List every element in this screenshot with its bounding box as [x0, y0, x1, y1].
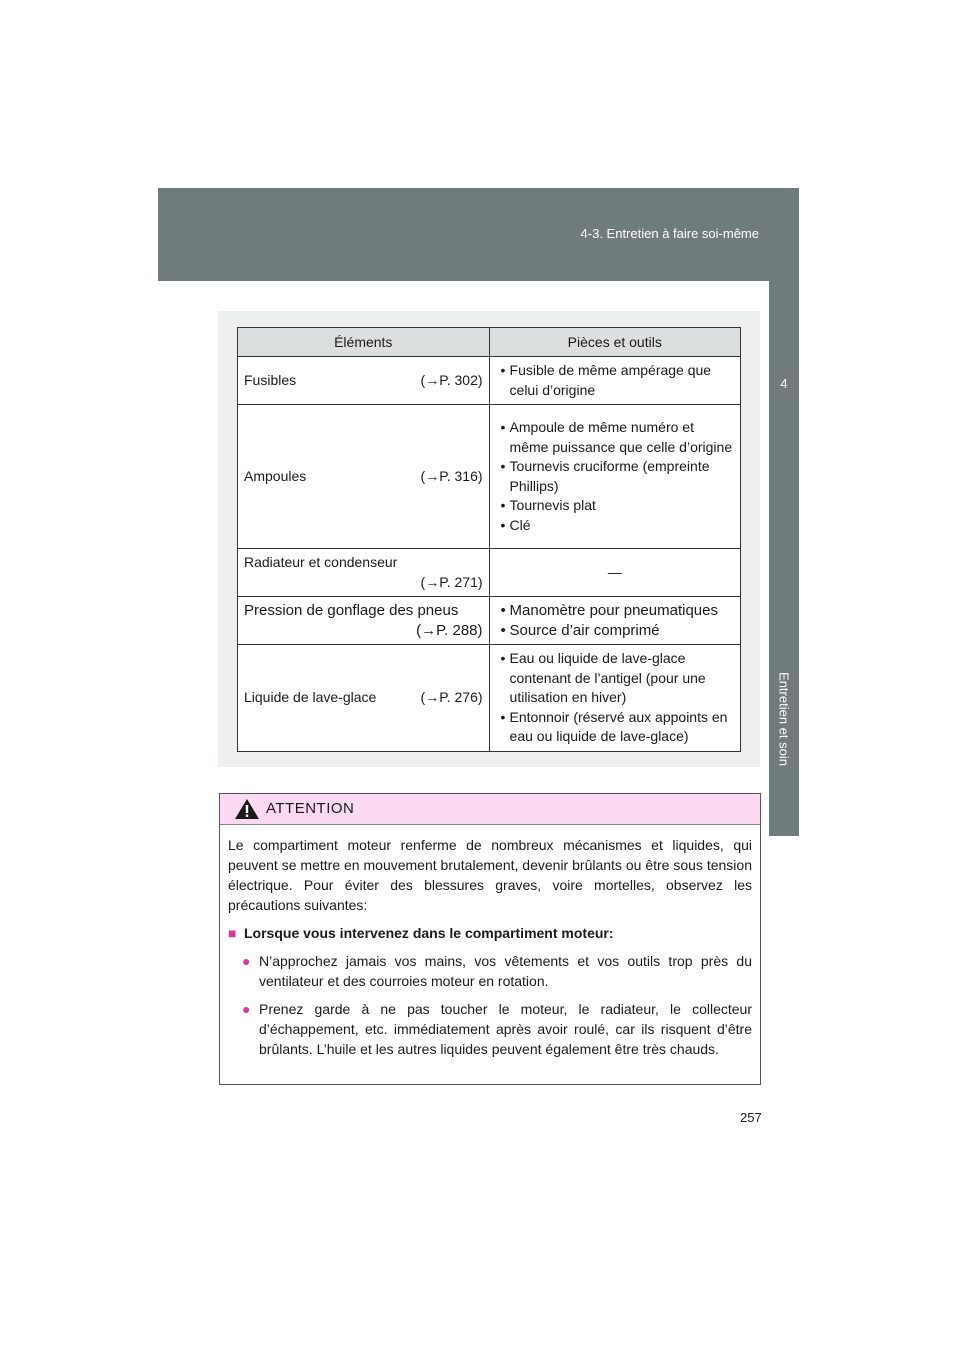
chapter-label: Entretien et soin	[776, 672, 792, 766]
empty-dash: —	[607, 563, 622, 580]
page-reference: (→P. 316)	[420, 467, 483, 484]
list-item: • Tournevis cruciforme (empreinte Phillips)	[496, 457, 734, 496]
warning-icon	[234, 798, 260, 820]
chapter-side-tab	[769, 281, 799, 836]
table-row	[238, 549, 741, 597]
attention-title: ATTENTION	[266, 800, 355, 817]
list-item: • Tournevis plat	[496, 496, 734, 516]
page-reference: (→P. 271)	[420, 573, 483, 590]
list-item	[228, 999, 752, 1059]
parts-cell	[489, 405, 740, 549]
element-name: Ampoules	[244, 467, 307, 484]
attention-body	[220, 825, 760, 1059]
parts-cell	[489, 645, 740, 752]
list-item: • Ampoule de même numéro et même puissance que celle d’origine	[496, 418, 734, 457]
attention-header	[220, 794, 760, 825]
square-bullet-icon: ■	[228, 925, 237, 941]
list-item: • Fusible de même ampérage que celui d’origine	[496, 361, 734, 400]
page-reference: (→P. 288)	[416, 621, 483, 639]
list-item: • Clé	[496, 516, 734, 536]
attention-intro: Le compartiment moteur renferme de nombreux mécanismes et liquides, qui peuvent se mettre en mouvement brutalement, devenir brûlants ou être sous tension électrique. Pour éviter des blessures graves, voire mortelles, observez les précautions suivantes:	[228, 837, 752, 913]
items-table-panel	[218, 311, 760, 767]
list-item: • Source d’air comprimé	[496, 621, 734, 641]
parts-cell	[489, 597, 740, 645]
element-name: Pression de gonflage des pneus	[244, 602, 459, 619]
parts-cell	[489, 549, 740, 597]
section-title: 4-3. Entretien à faire soi-même	[580, 226, 759, 241]
circle-bullet-icon: ●	[242, 953, 251, 969]
circle-bullet-icon: ●	[242, 1001, 251, 1017]
table-header-row	[238, 328, 741, 357]
point-text: N’approchez jamais vos mains, vos vêtements et vos outils trop près du ventilateur et des courroies moteur en rotation.	[259, 953, 752, 989]
page-number: 257	[740, 1110, 762, 1125]
element-cell	[238, 645, 490, 752]
page-reference: (→P. 276)	[420, 689, 483, 705]
parts-cell	[489, 357, 740, 405]
table-row	[238, 645, 741, 752]
items-table	[237, 327, 741, 752]
page-reference: (→P. 302)	[420, 371, 483, 388]
attention-subheading	[228, 923, 752, 943]
element-cell	[238, 357, 490, 405]
element-name: Liquide de lave-glace	[244, 689, 377, 705]
header-parts-tools: Pièces et outils	[489, 328, 740, 357]
list-item: • Manomètre pour pneumatiques	[496, 601, 734, 621]
header-elements: Éléments	[238, 328, 490, 357]
element-cell	[238, 549, 490, 597]
list-item: • Entonnoir (réservé aux appoints en eau ou liquide de lave-glace)	[496, 708, 734, 747]
chapter-number: 4	[780, 376, 788, 391]
list-item: • Eau ou liquide de lave-glace contenant de l’antigel (pour une utilisation en hiver)	[496, 649, 734, 708]
point-text: Prenez garde à ne pas toucher le moteur, le radiateur, le collecteur d’échappement, etc. immédiatement après avoir roulé, car ils risquent d’être brûlants. L’huile et les autres liquides peuvent également être très chauds.	[259, 1001, 752, 1057]
element-name: Radiateur et condenseur	[244, 554, 398, 570]
table-row	[238, 357, 741, 405]
table-row	[238, 405, 741, 549]
attention-box	[219, 793, 761, 1085]
section-header-band	[158, 188, 799, 281]
element-cell	[238, 405, 490, 549]
subheading-text: Lorsque vous intervenez dans le compartiment moteur:	[244, 925, 614, 941]
table-row	[238, 597, 741, 645]
element-name: Fusibles	[244, 371, 297, 388]
element-cell	[238, 597, 490, 645]
list-item	[228, 951, 752, 991]
